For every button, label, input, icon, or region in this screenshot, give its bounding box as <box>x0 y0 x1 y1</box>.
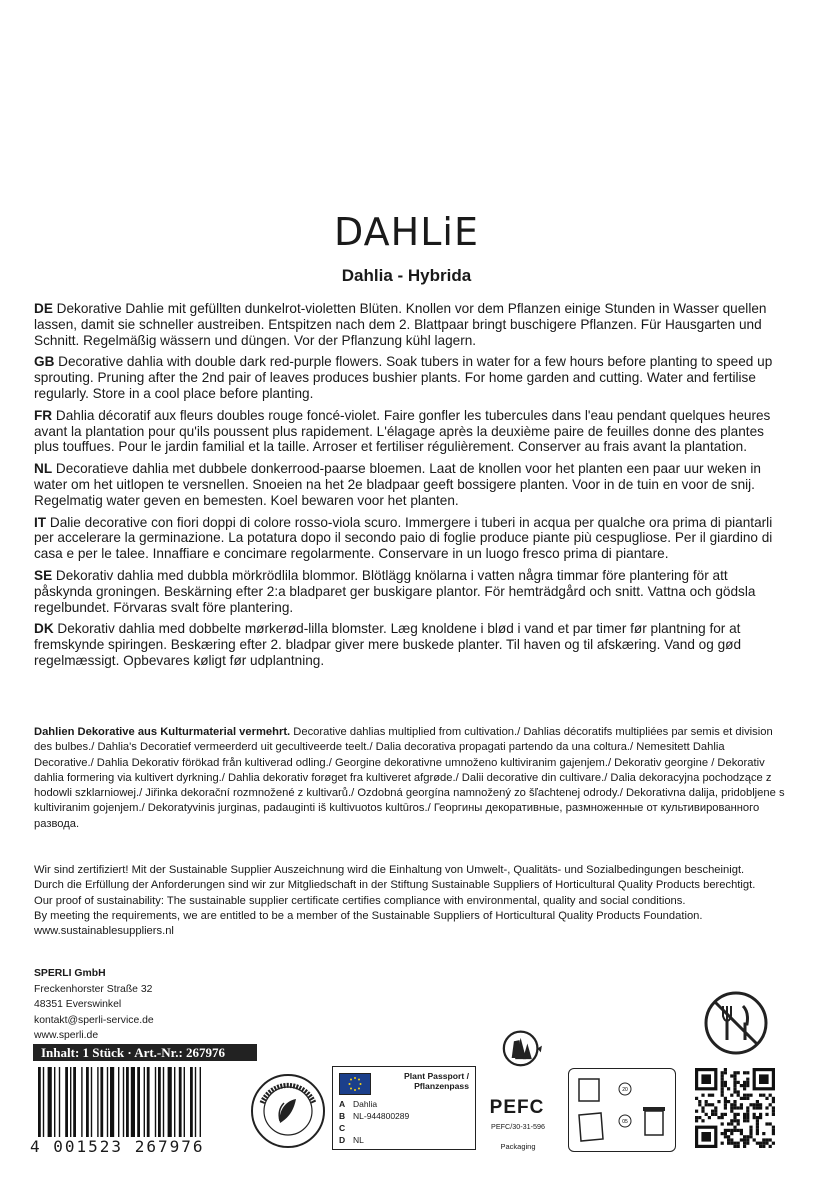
recycling-icon <box>569 1069 677 1153</box>
cert-link[interactable]: www.sustainablesuppliers.nl <box>34 925 174 938</box>
lang-text: Decoratieve dahlia met dubbele donkerrood-paarse bloemen. Laat de knollen voor het planten een paar uur weken in water om het uitlopen te versnellen. Snoeien na het 2e bladpaar geeft bossigere planten. Voor in de tuin en voor de snij. Regelmatig water geven en bemesten. Koel bewaren voor het planten. <box>34 461 761 508</box>
passport-letter: A <box>339 1099 346 1109</box>
passport-letter: C <box>339 1123 346 1133</box>
lang-text: Dekorativ dahlia med dubbla mörkrödlila blommor. Blötlägg knölarna i vatten några timmar före plantering för att påskynda groningen. Beskärning efter 2:a bladparet ger buskigare plantor. För hemträdgård och snitt. Vattna och gödsla regelbundet. Förvaras svalt före plantering. <box>34 567 756 615</box>
lang-code: SE <box>34 567 53 583</box>
description-nl <box>34 461 786 508</box>
passport-title-line: Plant Passport / <box>404 1071 469 1081</box>
pap-code: 20 <box>622 1087 628 1093</box>
address-city: 48351 Everswinkel <box>34 999 122 1010</box>
lang-code: FR <box>34 407 53 423</box>
description-dk <box>34 621 786 668</box>
lang-text: Dekorativ dahlia med dobbelte mørkerød-lilla blomster. Læg knoldene i blød i vand et par timer før plantning for at fremskynde spiringen. Beskæring efter 2. bladpar giver mere buskede planter. Til haven og til afskæring. Vand og gød regelmæssigt. Opbevares køligt før udplantning. <box>34 621 741 668</box>
lang-text: Dekorative Dahlie mit gefüllten dunkelrot-violetten Blüten. Knollen vor dem Pflanzen einige Stunden in Wasser quellen lassen, damit sie schneller austreiben. Entspitzen nach dem 2. Blattpaar bringt buschigere Pflanzen. Für Hausgarten und Schnitt. Regelmäßig wässern und düngen. Vor der Pflanzung kühl lagern. <box>34 301 767 348</box>
cert-line: By meeting the requirements, we are entitled to be a member of the Sustainable Suppliers of Horticultural Quality Products Foundation. <box>34 909 703 922</box>
passport-row-a <box>339 1099 377 1109</box>
passport-value: Dahlia <box>353 1099 378 1109</box>
address-email[interactable]: kontakt@sperli-service.de <box>34 1014 154 1026</box>
barcode-number: 4 001523 267976 <box>30 1137 205 1156</box>
cultivation-bold: Dahlien Dekorative aus Kulturmaterial vermehrt. <box>34 726 291 738</box>
cultivation-text: Decorative dahlias multiplied from cultivation./ Dahlias décoratifs multipliées par semis et division des bulbes./ Dahlia's Decoratief vermeerderd uit gecultiveerde teelt./ Dalia decorativa propagati partendo da una coltura./ Nemesitett Dahlia Decorative./ Dahlia Dekorativ förökad från kultiverad odling./ Georgine dekorativne umnoženo kultiviranim gajenjem./ Dekorativ georgine / Dekorativ dahlia formering via kultivert dyrkning./ Dahlia dekorativ forøget fra kultiveret afgrøde./ Dalii decorative din cultivare./ Dalia dekoracyjna pochodzące z hodowli szklarniowej./ Jiřinka dekorační rozmnožené z kultivarů./ Ozdobná georgína namnožený zo šľachtenej odrody./ Dekorativna dalija, pridobljene s kultiviranim gojenjem./ Dekoratyvinis jurginas, padauginti iš kultivuotos kultūros./ Георгины декоративные, размноженные от культивированного развода. <box>34 726 785 830</box>
not-for-food-icon <box>703 990 769 1056</box>
cultivation-note <box>34 725 786 832</box>
address-web[interactable]: www.sperli.de <box>34 1030 99 1041</box>
passport-title <box>404 1071 469 1091</box>
plant-passport <box>332 1066 476 1150</box>
lang-text: Dahlia décoratif aux fleurs doubles rouge foncé-violet. Faire gonfler les tubercules dans l'eau pendant quelques heures avant la plantation pour qu'ils poussent plus rapidement. L'élagage après la deuxième paire de feuilles donne des plantes plus touffues. Pour le jardin familial et la taille. Arroser et fertiliser régulièrement. Conserver au frais avant la plantation. <box>34 407 771 455</box>
passport-title-line: Pflanzenpass <box>414 1081 469 1091</box>
passport-letter: D <box>339 1135 346 1145</box>
cert-line: Our proof of sustainability: The sustainable supplier certificate certifies compliance with environmental, quality and social conditions. <box>34 894 686 907</box>
pefc-logo-icon <box>484 1030 564 1100</box>
qr-code-icon <box>695 1068 775 1148</box>
product-subtitle: Dahlia - Hybrida <box>341 266 472 285</box>
lang-text: Dalie decorative con fiori doppi di colore rosso-viola scuro. Immergere i tuberi in acqua per qualche ora prima di piantarli per accelerare la germinazione. La potatura dopo il secondo paio di foglie produce piante più cespugliose. Per il giardino di casa e per le talee. Innaffiare e concimare regolarmente. Conservare in un luogo fresco prima di piantare. <box>34 514 773 562</box>
pp-code: 05 <box>622 1119 628 1125</box>
product-title: DAHLiE <box>334 210 479 254</box>
lang-code: DK <box>34 621 54 637</box>
description-list <box>34 301 786 675</box>
certification-note <box>34 863 786 939</box>
lang-code: IT <box>34 514 47 530</box>
description-se <box>34 568 786 615</box>
cert-line: Wir sind zertifiziert! Mit der Sustainable Supplier Auszeichnung wird die Einhaltung von Umwelt-, Qualitäts- und Sozialbedingungen bescheinigt. <box>34 864 745 876</box>
lang-code: GB <box>34 354 55 370</box>
passport-row-d <box>339 1135 364 1145</box>
lang-text: Decorative dahlia with double dark red-purple flowers. Soak tubers in water for a few hours before planting to speed up sprouting. Pruning after the 2nd pair of leaves produces bushier plants. For home garden and cutting. Water and fertilise regularly. Store in a cool place before planting. <box>34 354 773 401</box>
lang-code: NL <box>34 461 53 477</box>
address-street: Freckenhorster Straße 32 <box>34 983 153 995</box>
eu-flag-icon <box>339 1073 371 1095</box>
description-it <box>34 515 786 562</box>
pefc-label: PEFC <box>489 1097 545 1118</box>
cert-line: Durch die Erfüllung der Anforderungen sind wir zur Mitgliedschaft in der Stiftung Sustainable Suppliers of Horticultural Quality Products berechtigt. <box>34 879 756 892</box>
sustainable-supplier-logo-icon <box>250 1073 326 1149</box>
company-name: SPERLI GmbH <box>34 968 106 979</box>
passport-row-c <box>339 1123 353 1133</box>
passport-value: NL <box>353 1135 364 1145</box>
description-fr <box>34 408 786 455</box>
content-article-banner: Inhalt: 1 Stück · Art.-Nr.: 267976 <box>33 1044 257 1061</box>
description-de <box>34 301 786 348</box>
pefc-code: PEFC/30-31-596 <box>491 1122 545 1131</box>
passport-letter: B <box>339 1111 346 1121</box>
pefc-packaging: Packaging <box>500 1142 536 1151</box>
passport-value: NL-944800289 <box>353 1111 410 1121</box>
recycling-info <box>568 1068 676 1152</box>
description-gb <box>34 354 786 401</box>
passport-row-b <box>339 1111 409 1121</box>
lang-code: DE <box>34 301 53 316</box>
company-address <box>34 966 154 1044</box>
